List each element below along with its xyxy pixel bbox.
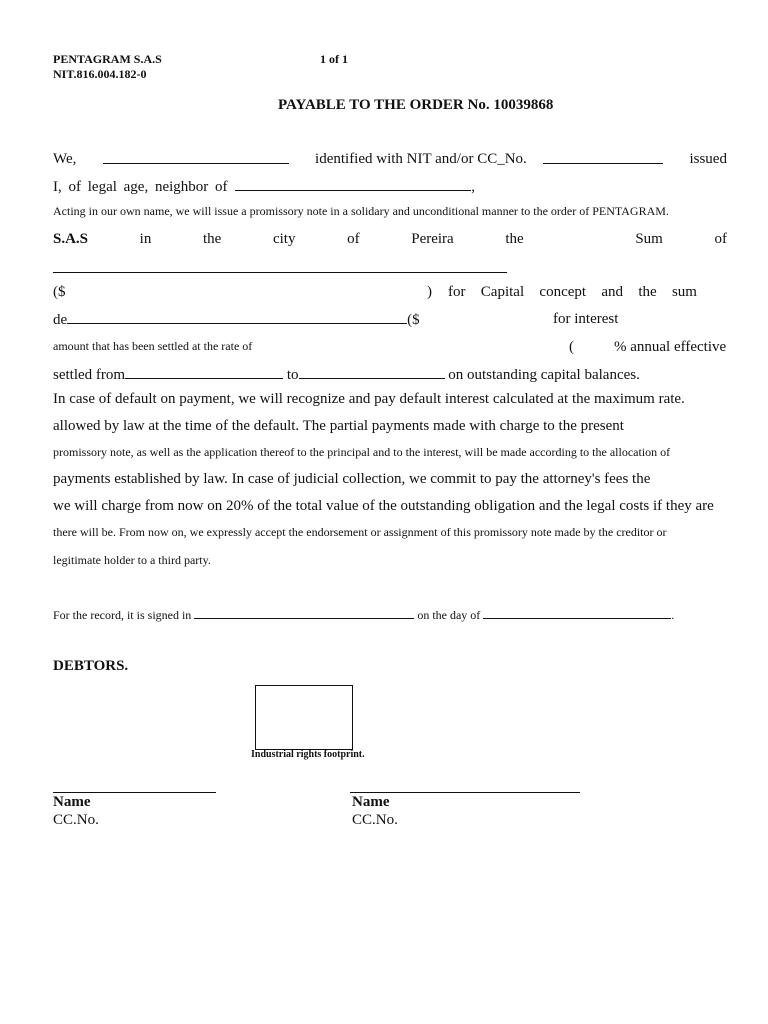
text-day-of: on the day of <box>417 608 481 622</box>
line-settled-from <box>53 366 640 384</box>
blank-date-to[interactable] <box>299 366 445 379</box>
text-capital: Capital <box>480 284 525 300</box>
text-paren-close: ) <box>427 284 432 300</box>
text-dollar-open: ($ <box>53 284 66 300</box>
left-name-label: Name <box>53 794 91 810</box>
text-in: in <box>139 231 152 247</box>
text-de: de <box>53 312 68 328</box>
document-title: PAYABLE TO THE ORDER No. 10039868 <box>278 97 554 113</box>
text-sas: S.A.S <box>53 231 89 247</box>
text-charge: we will charge from now on 20% of the total value of the outstanding obligation and the legal costs if they are <box>53 498 714 514</box>
blank-day-signed[interactable] <box>483 606 671 619</box>
company-name: PENTAGRAM S.A.S <box>53 52 162 66</box>
text-default: In case of default on payment, we will recognize and pay default interest calculated at the maximum rate. <box>53 391 685 407</box>
text-for: for <box>448 284 466 300</box>
text-annual-effective: % annual effective <box>614 339 727 355</box>
right-cc-label: CC.No. <box>352 812 398 828</box>
left-cc-label: CC.No. <box>53 812 99 828</box>
text-amount-settled: amount that has been settled at the rate of <box>53 339 253 353</box>
text-the-3: the <box>638 284 657 300</box>
footprint-label: Industrial rights footprint. <box>251 749 365 760</box>
text-to: to <box>286 367 299 383</box>
blank-date-from[interactable] <box>125 366 283 379</box>
text-the: the <box>202 231 222 247</box>
blank-interest-words[interactable] <box>67 311 407 324</box>
debtors-heading: DEBTORS. <box>53 658 129 674</box>
line-de <box>53 311 420 329</box>
line-neighbor <box>53 178 475 196</box>
signature-line-right[interactable] <box>350 792 580 793</box>
text-of-2: of <box>714 231 727 247</box>
text-pereira: Pereira <box>411 231 454 247</box>
text-record: For the record, it is signed in <box>53 608 192 622</box>
text-and: and <box>601 284 624 300</box>
text-city: city <box>272 231 296 247</box>
blank-city-signed[interactable] <box>194 606 414 619</box>
text-issued: issued <box>689 151 727 167</box>
text-of: of <box>347 231 360 247</box>
line-record <box>53 606 674 623</box>
text-period: . <box>671 608 675 622</box>
blank-sum-words[interactable] <box>53 272 507 273</box>
text-payments: payments established by law. In case of judicial collection, we commit to pay the attorney's fees the <box>53 471 651 487</box>
line-we <box>53 151 727 168</box>
text-sum: Sum <box>635 231 663 247</box>
text-allowed: allowed by law at the time of the default. The partial payments made with charge to the present <box>53 418 624 434</box>
text-paren-open: ( <box>569 339 574 355</box>
text-identified: identified with NIT and/or CC_No. <box>315 151 527 167</box>
text-the-2: the <box>505 231 524 247</box>
blank-nit-cc[interactable] <box>543 151 663 164</box>
line-sas <box>53 231 727 248</box>
text-legitimate: legitimate holder to a third party. <box>53 553 211 567</box>
text-outstanding: on outstanding capital balances. <box>448 367 640 383</box>
right-name-label: Name <box>352 794 390 810</box>
company-nit: NIT.816.004.182-0 <box>53 67 147 81</box>
text-sum-2: sum <box>671 284 697 300</box>
page-counter: 1 of 1 <box>320 52 348 66</box>
text-endorsement: there will be. From now on, we expressly accept the endorsement or assignment of this promissory note made by the creditor or <box>53 525 667 539</box>
line-acting: Acting in our own name, we will issue a promissory note in a solidary and unconditional manner to the order of PENTAGRAM. <box>53 204 669 218</box>
text-for-interest: for interest <box>553 311 619 327</box>
blank-debtor-name[interactable] <box>103 151 289 164</box>
line-capital <box>448 284 697 301</box>
blank-neighborhood[interactable] <box>235 178 471 191</box>
text-comma: , <box>471 179 476 195</box>
text-we: We, <box>53 151 77 167</box>
text-neighbor: I, of legal age, neighbor of <box>53 179 228 195</box>
text-dollar-open-2: ($ <box>407 312 420 328</box>
text-promissory: promissory note, as well as the application thereof to the principal and to the interest, will be made according to the allocation of <box>53 445 671 459</box>
text-concept: concept <box>539 284 587 300</box>
footprint-box <box>255 685 353 750</box>
signature-line-left[interactable] <box>53 792 216 793</box>
text-settled-from: settled from <box>53 367 126 383</box>
